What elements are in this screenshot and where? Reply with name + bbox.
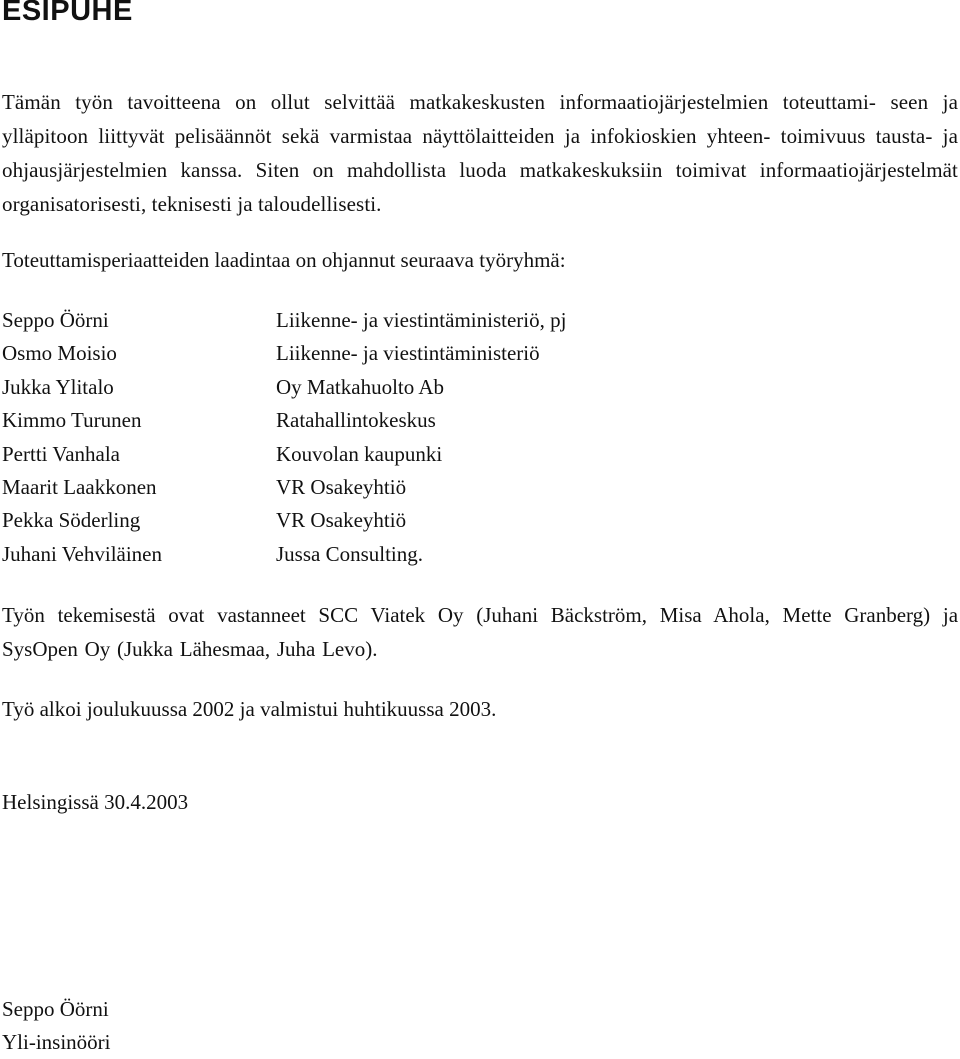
intro-paragraph <box>2 85 958 221</box>
schedule-paragraph: Työ alkoi joulukuussa 2002 ja valmistui huhtikuussa 2003. <box>2 697 497 721</box>
member-row <box>2 371 958 404</box>
member-row <box>2 538 958 571</box>
member-row <box>2 504 958 537</box>
working-group-members <box>2 304 958 571</box>
signature-block <box>2 993 111 1059</box>
member-name: Pekka Söderling <box>2 508 141 533</box>
working-group-intro: Toteuttamisperiaatteiden laadintaa on ohjannut seuraava työryhmä: <box>2 248 566 272</box>
member-row <box>2 471 958 504</box>
page-title: ESIPUHE <box>2 0 133 27</box>
intro-line: Tämän työn tavoitteena on ollut selvittää matkakeskusten informaatiojärjestelmien toteuttami- <box>2 90 877 114</box>
member-name: Seppo Öörni <box>2 308 109 332</box>
member-organization: Ratahallintokeskus <box>276 408 436 433</box>
member-name: Maarit Laakkonen <box>2 474 157 499</box>
signature-title: Yli-insinööri <box>2 1030 111 1054</box>
work-line: Työn tekemisestä ovat vastanneet SCC Viatek Oy (Juhani Bäckström, Misa Ahola, Mette <box>2 603 832 627</box>
document-page <box>2 0 958 1057</box>
member-organization: VR Osakeyhtiö <box>276 474 407 499</box>
member-row <box>2 337 958 370</box>
member-row <box>2 404 958 437</box>
member-row <box>2 304 958 337</box>
work-line: Granberg) ja SysOpen Oy (Jukka Lähesmaa, Juha Levo). <box>2 603 959 661</box>
member-organization: Liikenne- ja viestintäministeriö <box>276 341 540 366</box>
member-name: Juhani Vehviläinen <box>2 541 163 566</box>
signature-name: Seppo Öörni <box>2 997 109 1021</box>
member-organization: Jussa Consulting. <box>276 541 424 566</box>
member-organization: Oy Matkahuolto Ab <box>276 374 444 399</box>
member-organization: Liikenne- ja viestintäministeriö, pj <box>276 308 567 332</box>
intro-line: toimivuus tausta- ja ohjausjärjestelmien kanssa. Siten on mahdollista luoda matkakeskuksiin <box>2 124 958 182</box>
work-paragraph <box>2 598 958 666</box>
member-name: Jukka Ylitalo <box>2 374 114 399</box>
member-row <box>2 438 958 471</box>
intro-line: seen ja ylläpitoon liittyvät pelisäännöt sekä varmistaa näyttölaitteiden ja infokioskien yhteen- <box>2 90 959 148</box>
place-date: Helsingissä 30.4.2003 <box>2 790 189 814</box>
intro-line: toimivat informaatiojärjestelmät organisatorisesti, teknisesti ja taloudellisesti. <box>2 158 958 216</box>
member-name: Kimmo Turunen <box>2 408 142 433</box>
member-organization: Kouvolan kaupunki <box>276 441 443 466</box>
member-organization: VR Osakeyhtiö <box>276 508 407 533</box>
member-name: Pertti Vanhala <box>2 441 121 466</box>
member-name: Osmo Moisio <box>2 341 117 366</box>
